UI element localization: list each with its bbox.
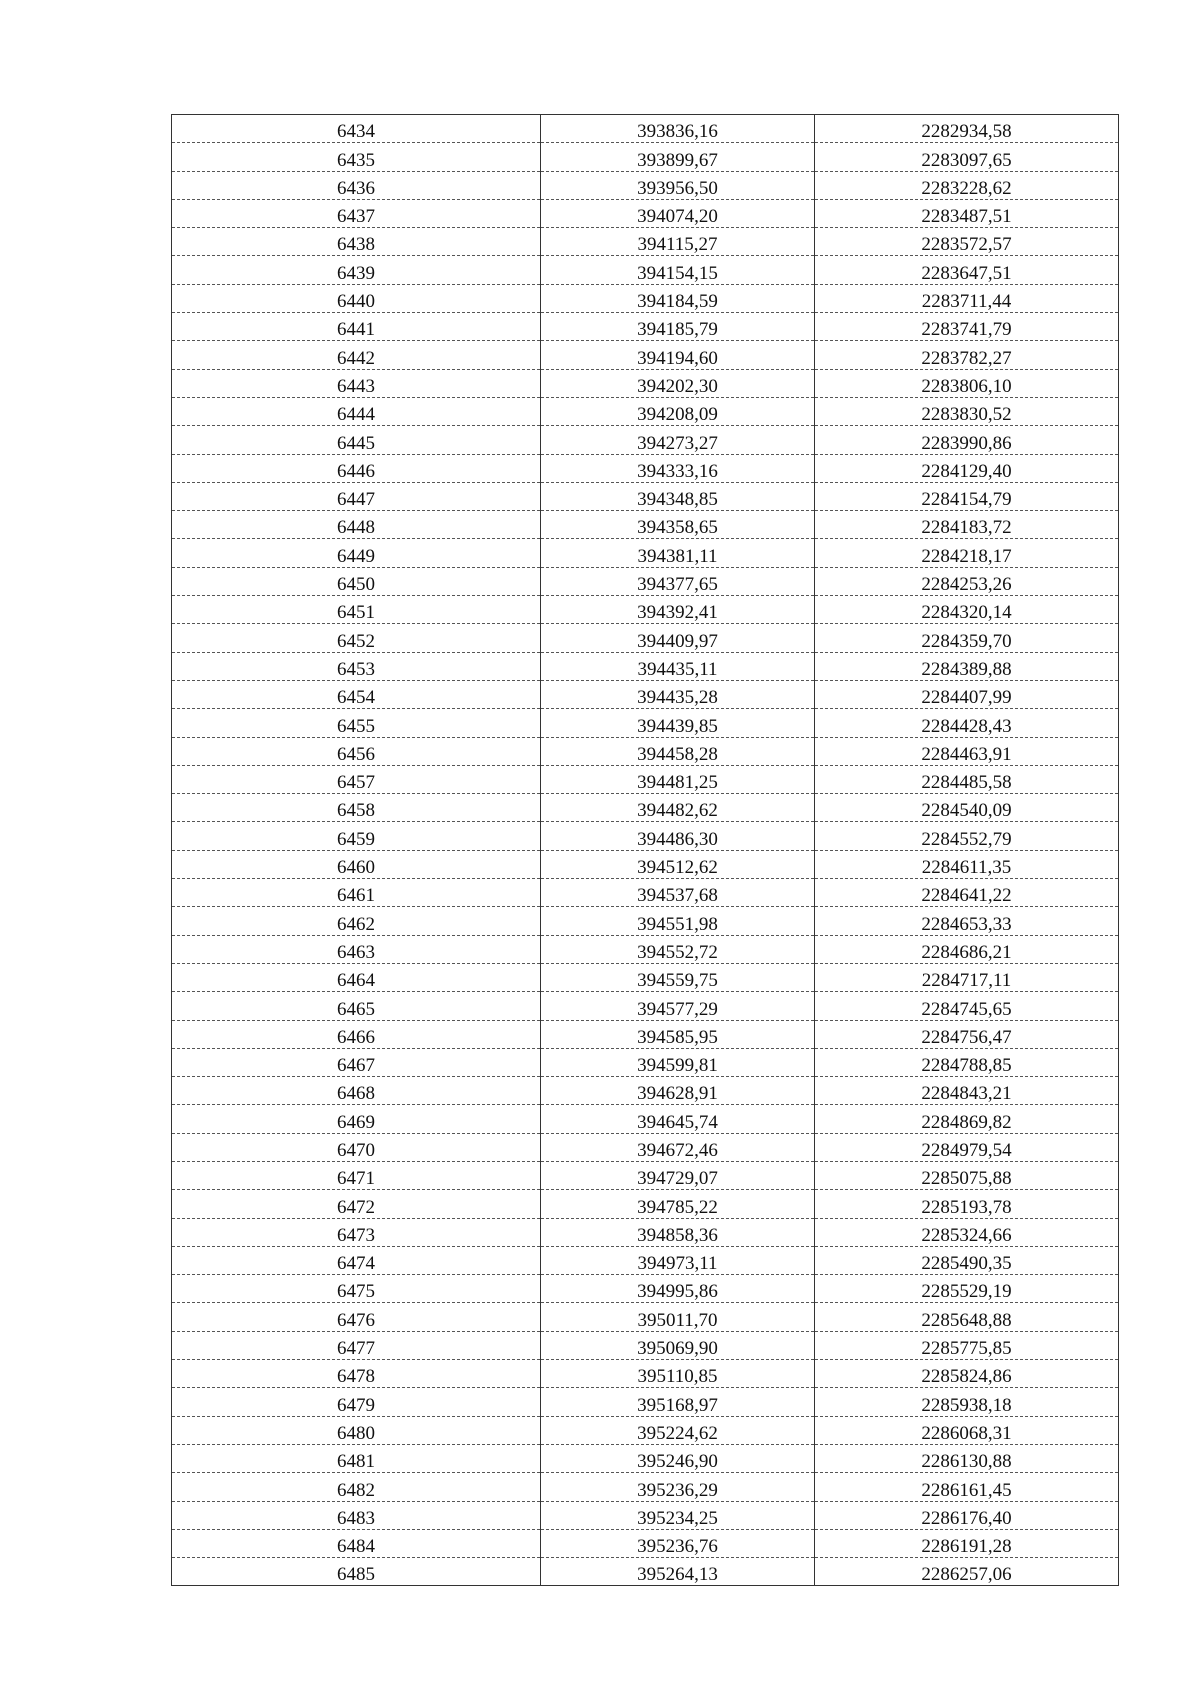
table-row	[172, 1331, 1119, 1359]
table-row	[172, 709, 1119, 737]
y-coordinate-cell: 2284717,11	[815, 963, 1119, 991]
point-number-cell: 6451	[172, 596, 541, 624]
table-row	[172, 1048, 1119, 1076]
y-coordinate-cell: 2283806,10	[815, 369, 1119, 397]
point-number-cell: 6434	[172, 115, 541, 143]
table-row	[172, 313, 1119, 341]
x-coordinate-cell: 394377,65	[541, 567, 815, 595]
table-row	[172, 963, 1119, 991]
table-row	[172, 879, 1119, 907]
point-number-cell: 6455	[172, 709, 541, 737]
x-coordinate-cell: 394185,79	[541, 313, 815, 341]
y-coordinate-cell: 2284653,33	[815, 907, 1119, 935]
y-coordinate-cell: 2286161,45	[815, 1473, 1119, 1501]
table-row	[172, 284, 1119, 312]
point-number-cell: 6476	[172, 1303, 541, 1331]
point-number-cell: 6445	[172, 426, 541, 454]
point-number-cell: 6437	[172, 199, 541, 227]
table-row	[172, 1020, 1119, 1048]
table-row	[172, 1105, 1119, 1133]
y-coordinate-cell: 2284552,79	[815, 822, 1119, 850]
y-coordinate-cell: 2285775,85	[815, 1331, 1119, 1359]
table-row	[172, 1473, 1119, 1501]
x-coordinate-cell: 394577,29	[541, 992, 815, 1020]
point-number-cell: 6439	[172, 256, 541, 284]
point-number-cell: 6442	[172, 341, 541, 369]
y-coordinate-cell: 2284183,72	[815, 511, 1119, 539]
y-coordinate-cell: 2283228,62	[815, 171, 1119, 199]
table-row	[172, 652, 1119, 680]
x-coordinate-cell: 393899,67	[541, 143, 815, 171]
point-number-cell: 6468	[172, 1077, 541, 1105]
y-coordinate-cell: 2283487,51	[815, 199, 1119, 227]
point-number-cell: 6441	[172, 313, 541, 341]
table-row	[172, 1246, 1119, 1274]
x-coordinate-cell: 394435,28	[541, 680, 815, 708]
table-row	[172, 596, 1119, 624]
table-row	[172, 794, 1119, 822]
y-coordinate-cell: 2285490,35	[815, 1246, 1119, 1274]
point-number-cell: 6480	[172, 1416, 541, 1444]
y-coordinate-cell: 2283711,44	[815, 284, 1119, 312]
x-coordinate-cell: 394559,75	[541, 963, 815, 991]
table-row	[172, 737, 1119, 765]
table-row	[172, 765, 1119, 793]
x-coordinate-cell: 394439,85	[541, 709, 815, 737]
point-number-cell: 6452	[172, 624, 541, 652]
x-coordinate-cell: 394458,28	[541, 737, 815, 765]
point-number-cell: 6484	[172, 1529, 541, 1557]
table-row	[172, 1218, 1119, 1246]
y-coordinate-cell: 2284253,26	[815, 567, 1119, 595]
y-coordinate-cell: 2284979,54	[815, 1133, 1119, 1161]
table-row	[172, 397, 1119, 425]
y-coordinate-cell: 2284745,65	[815, 992, 1119, 1020]
point-number-cell: 6464	[172, 963, 541, 991]
y-coordinate-cell: 2284843,21	[815, 1077, 1119, 1105]
y-coordinate-cell: 2284788,85	[815, 1048, 1119, 1076]
point-number-cell: 6444	[172, 397, 541, 425]
y-coordinate-cell: 2284463,91	[815, 737, 1119, 765]
point-number-cell: 6456	[172, 737, 541, 765]
y-coordinate-cell: 2286191,28	[815, 1529, 1119, 1557]
table-row	[172, 992, 1119, 1020]
x-coordinate-cell: 395234,25	[541, 1501, 815, 1529]
point-number-cell: 6474	[172, 1246, 541, 1274]
table-row	[172, 143, 1119, 171]
y-coordinate-cell: 2284320,14	[815, 596, 1119, 624]
y-coordinate-cell: 2284869,82	[815, 1105, 1119, 1133]
point-number-cell: 6448	[172, 511, 541, 539]
table-row	[172, 567, 1119, 595]
table-row	[172, 454, 1119, 482]
point-number-cell: 6470	[172, 1133, 541, 1161]
y-coordinate-cell: 2283782,27	[815, 341, 1119, 369]
y-coordinate-cell: 2285824,86	[815, 1360, 1119, 1388]
table-row	[172, 1501, 1119, 1529]
y-coordinate-cell: 2284154,79	[815, 482, 1119, 510]
x-coordinate-cell: 394551,98	[541, 907, 815, 935]
point-number-cell: 6440	[172, 284, 541, 312]
x-coordinate-cell: 394348,85	[541, 482, 815, 510]
point-number-cell: 6466	[172, 1020, 541, 1048]
table-row	[172, 511, 1119, 539]
point-number-cell: 6483	[172, 1501, 541, 1529]
coordinates-table	[171, 114, 1119, 1586]
y-coordinate-cell: 2284540,09	[815, 794, 1119, 822]
x-coordinate-cell: 394392,41	[541, 596, 815, 624]
x-coordinate-cell: 394194,60	[541, 341, 815, 369]
x-coordinate-cell: 394273,27	[541, 426, 815, 454]
x-coordinate-cell: 394486,30	[541, 822, 815, 850]
x-coordinate-cell: 394512,62	[541, 850, 815, 878]
table-row	[172, 115, 1119, 143]
y-coordinate-cell: 2286176,40	[815, 1501, 1119, 1529]
y-coordinate-cell: 2283647,51	[815, 256, 1119, 284]
y-coordinate-cell: 2284641,22	[815, 879, 1119, 907]
x-coordinate-cell: 394729,07	[541, 1161, 815, 1189]
x-coordinate-cell: 394645,74	[541, 1105, 815, 1133]
x-coordinate-cell: 394599,81	[541, 1048, 815, 1076]
y-coordinate-cell: 2283741,79	[815, 313, 1119, 341]
table-row	[172, 1077, 1119, 1105]
y-coordinate-cell: 2283572,57	[815, 228, 1119, 256]
table-row	[172, 1190, 1119, 1218]
x-coordinate-cell: 394333,16	[541, 454, 815, 482]
y-coordinate-cell: 2285529,19	[815, 1275, 1119, 1303]
x-coordinate-cell: 395264,13	[541, 1558, 815, 1586]
point-number-cell: 6463	[172, 935, 541, 963]
x-coordinate-cell: 394208,09	[541, 397, 815, 425]
point-number-cell: 6435	[172, 143, 541, 171]
point-number-cell: 6471	[172, 1161, 541, 1189]
x-coordinate-cell: 395110,85	[541, 1360, 815, 1388]
point-number-cell: 6482	[172, 1473, 541, 1501]
table-row	[172, 1558, 1119, 1586]
y-coordinate-cell: 2284359,70	[815, 624, 1119, 652]
x-coordinate-cell: 393956,50	[541, 171, 815, 199]
point-number-cell: 6485	[172, 1558, 541, 1586]
y-coordinate-cell: 2283990,86	[815, 426, 1119, 454]
point-number-cell: 6465	[172, 992, 541, 1020]
y-coordinate-cell: 2284485,58	[815, 765, 1119, 793]
y-coordinate-cell: 2285648,88	[815, 1303, 1119, 1331]
point-number-cell: 6457	[172, 765, 541, 793]
table-row	[172, 907, 1119, 935]
table-row	[172, 369, 1119, 397]
y-coordinate-cell: 2284686,21	[815, 935, 1119, 963]
x-coordinate-cell: 394115,27	[541, 228, 815, 256]
point-number-cell: 6461	[172, 879, 541, 907]
point-number-cell: 6449	[172, 539, 541, 567]
x-coordinate-cell: 395224,62	[541, 1416, 815, 1444]
point-number-cell: 6458	[172, 794, 541, 822]
point-number-cell: 6478	[172, 1360, 541, 1388]
x-coordinate-cell: 395069,90	[541, 1331, 815, 1359]
x-coordinate-cell: 394482,62	[541, 794, 815, 822]
point-number-cell: 6479	[172, 1388, 541, 1416]
y-coordinate-cell: 2284129,40	[815, 454, 1119, 482]
point-number-cell: 6454	[172, 680, 541, 708]
y-coordinate-cell: 2286068,31	[815, 1416, 1119, 1444]
x-coordinate-cell: 395236,76	[541, 1529, 815, 1557]
x-coordinate-cell: 394184,59	[541, 284, 815, 312]
x-coordinate-cell: 394537,68	[541, 879, 815, 907]
table-row	[172, 256, 1119, 284]
x-coordinate-cell: 394973,11	[541, 1246, 815, 1274]
y-coordinate-cell: 2285193,78	[815, 1190, 1119, 1218]
x-coordinate-cell: 395236,29	[541, 1473, 815, 1501]
table-row	[172, 228, 1119, 256]
x-coordinate-cell: 394202,30	[541, 369, 815, 397]
point-number-cell: 6467	[172, 1048, 541, 1076]
point-number-cell: 6473	[172, 1218, 541, 1246]
x-coordinate-cell: 394435,11	[541, 652, 815, 680]
table-row	[172, 1529, 1119, 1557]
table-row	[172, 482, 1119, 510]
y-coordinate-cell: 2284407,99	[815, 680, 1119, 708]
point-number-cell: 6460	[172, 850, 541, 878]
point-number-cell: 6477	[172, 1331, 541, 1359]
point-number-cell: 6459	[172, 822, 541, 850]
table-row	[172, 1360, 1119, 1388]
table-row	[172, 935, 1119, 963]
table-row	[172, 1275, 1119, 1303]
y-coordinate-cell: 2282934,58	[815, 115, 1119, 143]
x-coordinate-cell: 394672,46	[541, 1133, 815, 1161]
point-number-cell: 6446	[172, 454, 541, 482]
x-coordinate-cell: 394154,15	[541, 256, 815, 284]
table-row	[172, 1388, 1119, 1416]
point-number-cell: 6438	[172, 228, 541, 256]
table-row	[172, 850, 1119, 878]
x-coordinate-cell: 393836,16	[541, 115, 815, 143]
coordinates-table-body	[172, 115, 1119, 1586]
x-coordinate-cell: 394628,91	[541, 1077, 815, 1105]
y-coordinate-cell: 2284611,35	[815, 850, 1119, 878]
y-coordinate-cell: 2284218,17	[815, 539, 1119, 567]
y-coordinate-cell: 2285324,66	[815, 1218, 1119, 1246]
y-coordinate-cell: 2284389,88	[815, 652, 1119, 680]
y-coordinate-cell: 2286130,88	[815, 1444, 1119, 1472]
x-coordinate-cell: 394409,97	[541, 624, 815, 652]
point-number-cell: 6475	[172, 1275, 541, 1303]
y-coordinate-cell: 2286257,06	[815, 1558, 1119, 1586]
table-row	[172, 624, 1119, 652]
x-coordinate-cell: 395011,70	[541, 1303, 815, 1331]
y-coordinate-cell: 2284428,43	[815, 709, 1119, 737]
table-row	[172, 426, 1119, 454]
point-number-cell: 6447	[172, 482, 541, 510]
point-number-cell: 6453	[172, 652, 541, 680]
x-coordinate-cell: 394074,20	[541, 199, 815, 227]
table-row	[172, 680, 1119, 708]
table-row	[172, 1133, 1119, 1161]
table-row	[172, 1444, 1119, 1472]
table-row	[172, 822, 1119, 850]
point-number-cell: 6436	[172, 171, 541, 199]
point-number-cell: 6443	[172, 369, 541, 397]
point-number-cell: 6472	[172, 1190, 541, 1218]
point-number-cell: 6450	[172, 567, 541, 595]
x-coordinate-cell: 394995,86	[541, 1275, 815, 1303]
x-coordinate-cell: 394552,72	[541, 935, 815, 963]
y-coordinate-cell: 2283830,52	[815, 397, 1119, 425]
table-row	[172, 539, 1119, 567]
y-coordinate-cell: 2285075,88	[815, 1161, 1119, 1189]
table-row	[172, 1303, 1119, 1331]
table-row	[172, 171, 1119, 199]
x-coordinate-cell: 394585,95	[541, 1020, 815, 1048]
x-coordinate-cell: 395168,97	[541, 1388, 815, 1416]
y-coordinate-cell: 2283097,65	[815, 143, 1119, 171]
table-row	[172, 199, 1119, 227]
point-number-cell: 6469	[172, 1105, 541, 1133]
y-coordinate-cell: 2285938,18	[815, 1388, 1119, 1416]
x-coordinate-cell: 394358,65	[541, 511, 815, 539]
point-number-cell: 6481	[172, 1444, 541, 1472]
x-coordinate-cell: 395246,90	[541, 1444, 815, 1472]
table-row	[172, 1416, 1119, 1444]
table-row	[172, 1161, 1119, 1189]
x-coordinate-cell: 394381,11	[541, 539, 815, 567]
y-coordinate-cell: 2284756,47	[815, 1020, 1119, 1048]
table-row	[172, 341, 1119, 369]
x-coordinate-cell: 394481,25	[541, 765, 815, 793]
x-coordinate-cell: 394858,36	[541, 1218, 815, 1246]
x-coordinate-cell: 394785,22	[541, 1190, 815, 1218]
point-number-cell: 6462	[172, 907, 541, 935]
